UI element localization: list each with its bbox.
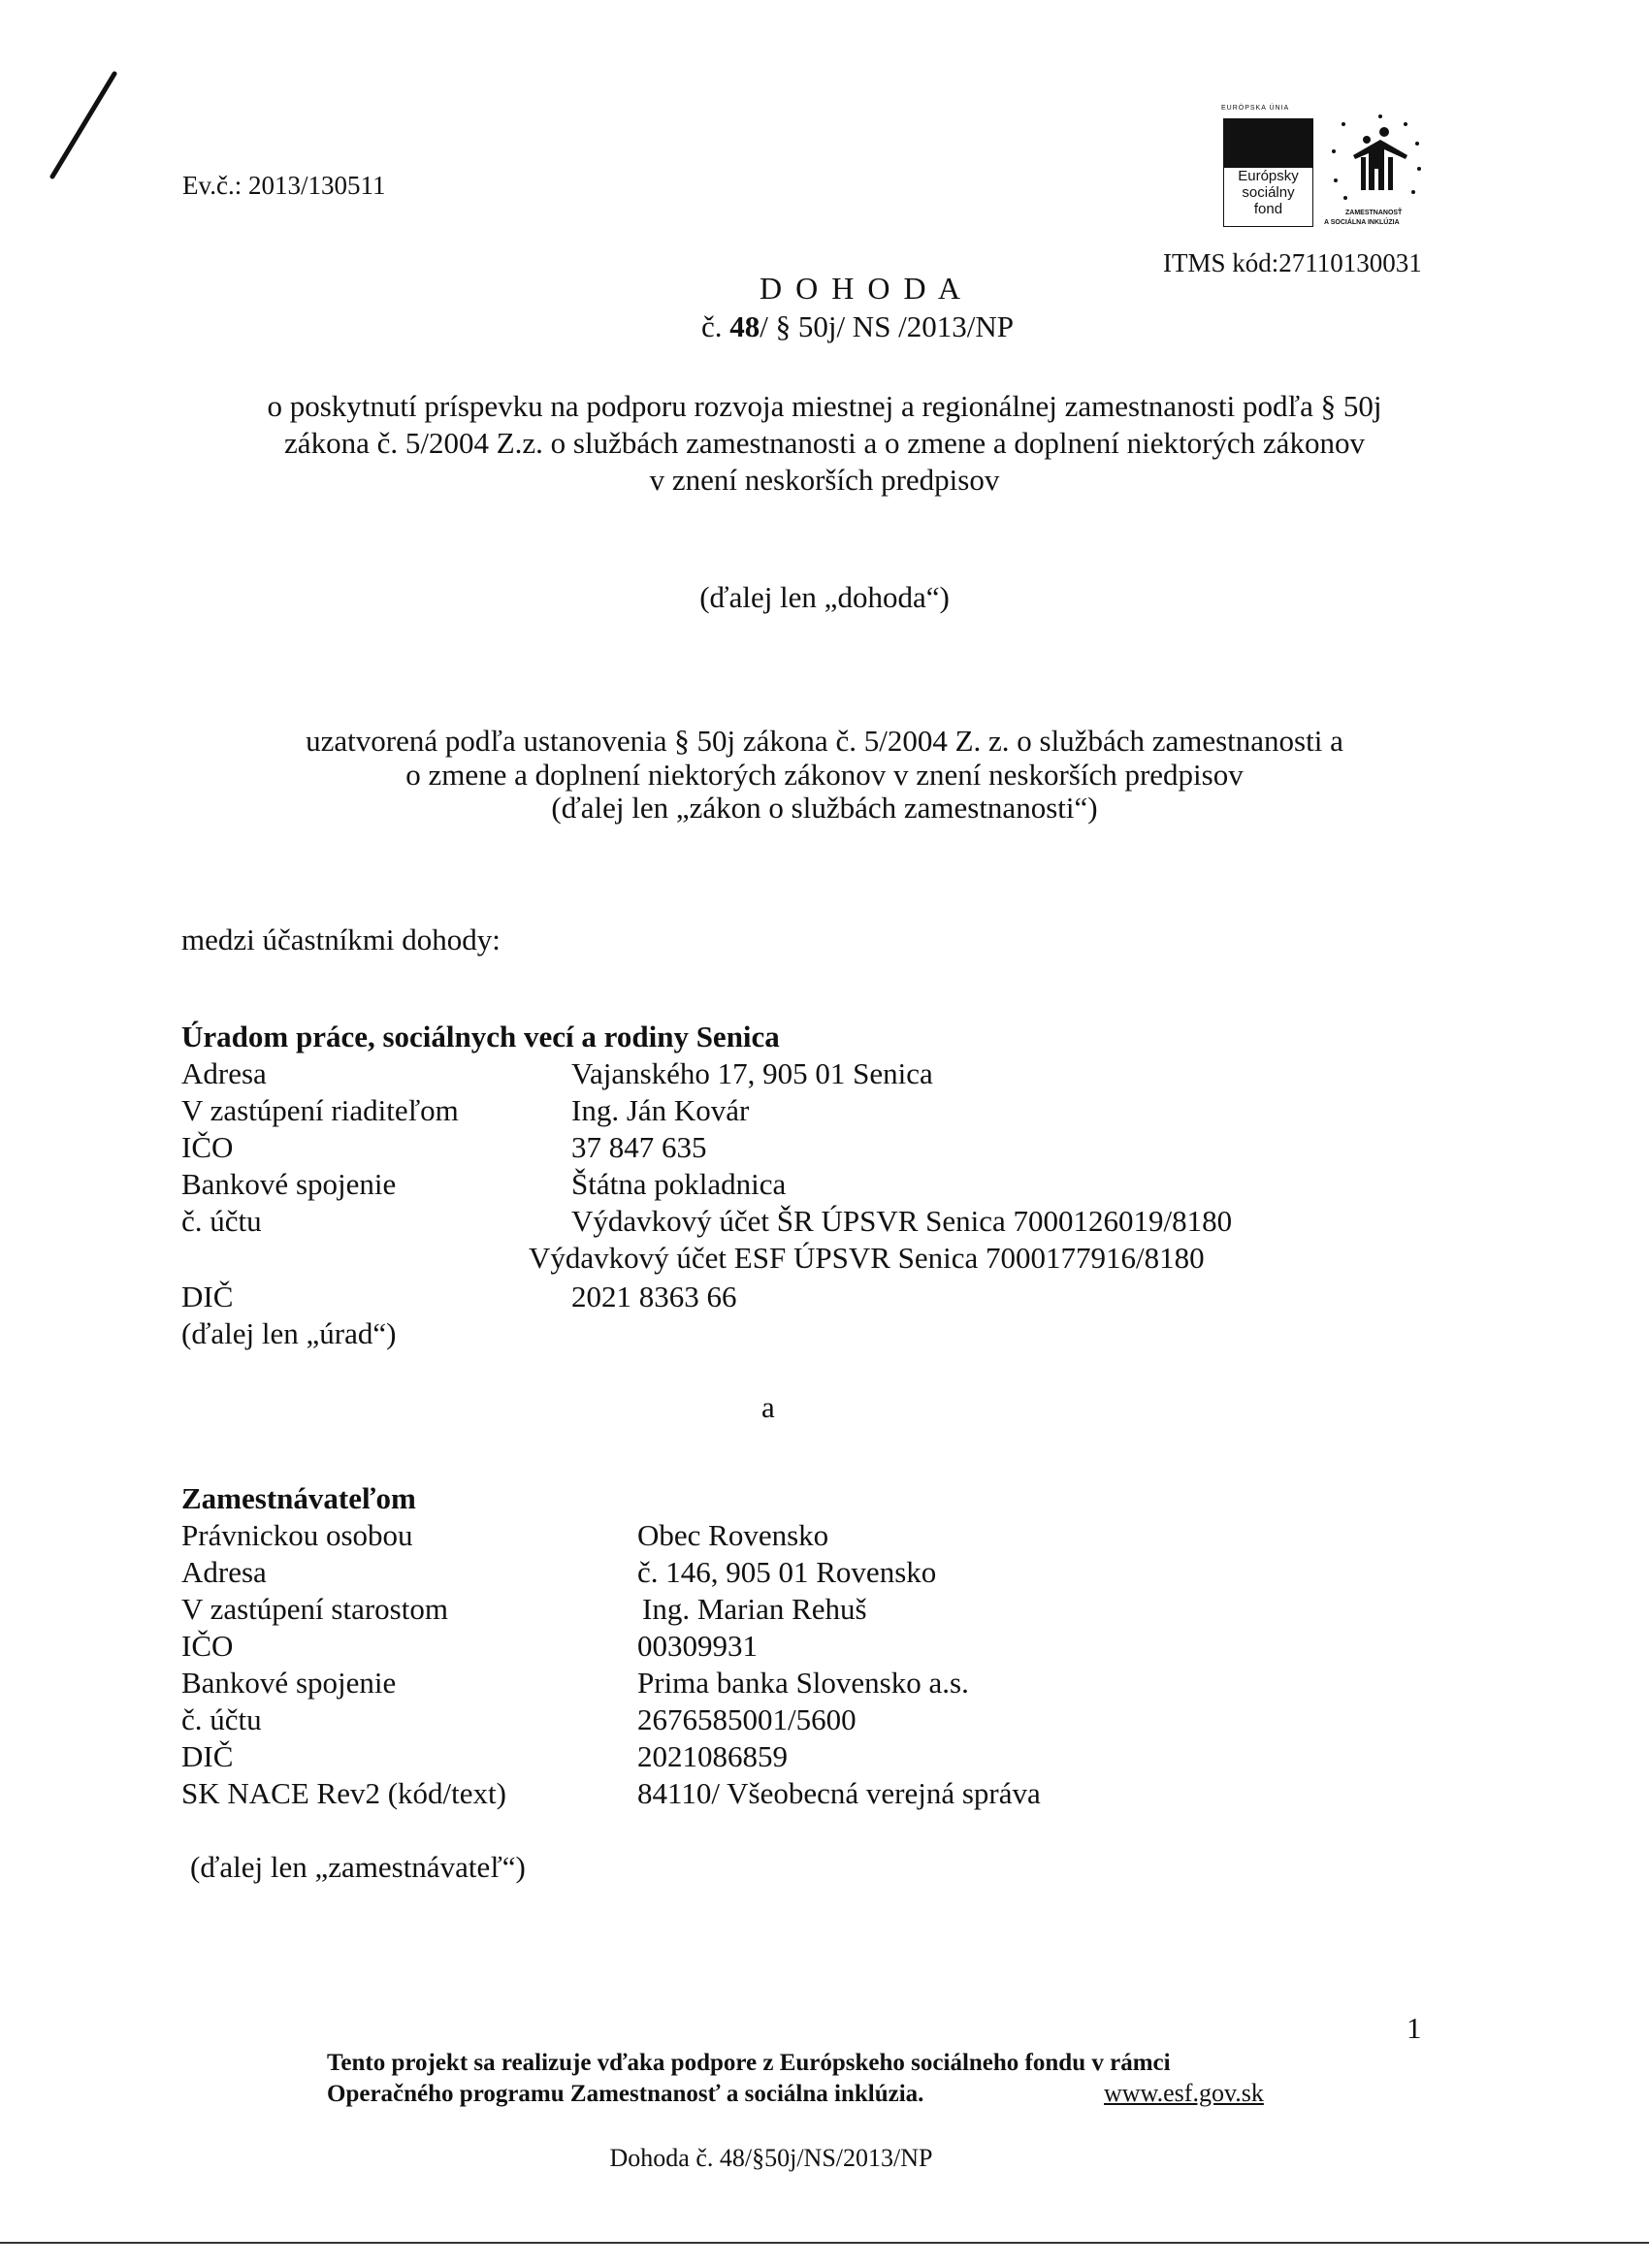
people-stars-icon — [1324, 113, 1439, 210]
basis-line-2: o zmene a doplnení niektorých zákonov v znení neskorších predpisov — [405, 758, 1244, 792]
employer-bank-value: Prima banka Slovensko a.s. — [637, 1666, 969, 1700]
office-bank-label: Bankové spojenie — [181, 1167, 397, 1201]
office-account-value-2: Výdavkový účet ESF ÚPSVR Senica 7000177916/8180 — [529, 1241, 1205, 1275]
esf-line2: sociálny — [1242, 184, 1295, 201]
office-address-label: Adresa — [181, 1056, 267, 1090]
employer-dic-value: 2021086859 — [637, 1739, 788, 1773]
subject-line-2: zákona č. 5/2004 Z.z. o službách zamestnanosti a o zmene a doplnení niektorých zákonov — [284, 426, 1365, 460]
footer-document-reference: Dohoda č. 48/§50j/NS/2013/NP — [609, 2144, 933, 2172]
employer-nace-value: 84110/ Všeobecná verejná správa — [637, 1776, 1041, 1810]
employer-rep-label: V zastúpení starostom — [181, 1592, 448, 1626]
office-account-value-1: Výdavkový účet ŠR ÚPSVR Senica 7000126019/8180 — [571, 1204, 1233, 1238]
basis-line-1: uzatvorená podľa ustanovenia § 50j zákona č. 5/2004 Z. z. o službách zamestnanosti a — [306, 724, 1343, 758]
evidence-number: Ev.č.: 2013/130511 — [182, 171, 386, 200]
footer-line-1: Tento projekt sa realizuje vďaka podpore z Európskeho sociálneho fondu v rámci — [327, 2050, 1171, 2076]
employer-address-label: Adresa — [181, 1555, 267, 1589]
employer-ico-value: 00309931 — [637, 1629, 758, 1663]
esf-website-link[interactable]: www.esf.gov.sk — [1104, 2079, 1264, 2107]
employer-account-label: č. účtu — [181, 1702, 262, 1736]
handwritten-slash-mark — [39, 68, 126, 184]
employer-dic-label: DIČ — [181, 1739, 234, 1773]
esf-box — [1223, 167, 1313, 227]
employer-legal-value: Obec Rovensko — [637, 1518, 829, 1552]
employer-bank-label: Bankové spojenie — [181, 1666, 397, 1700]
conjunction: a — [761, 1390, 775, 1424]
parties-intro: medzi účastníkmi dohody: — [181, 923, 501, 956]
page-number: 1 — [1406, 2011, 1422, 2045]
office-ico-value: 37 847 635 — [571, 1130, 707, 1164]
employer-address-value: č. 146, 905 01 Rovensko — [637, 1555, 937, 1589]
basis-line-3: (ďalej len „zákon o službách zamestnanosti“) — [551, 791, 1098, 825]
employer-rep-value: Ing. Marian Rehuš — [642, 1592, 867, 1626]
office-alias: (ďalej len „úrad“) — [181, 1316, 397, 1350]
employer-nace-label: SK NACE Rev2 (kód/text) — [181, 1776, 506, 1810]
employer-account-value: 2676585001/5600 — [637, 1702, 857, 1736]
employer-alias: (ďalej len „zamestnávateľ“) — [190, 1850, 526, 1884]
office-account-label: č. účtu — [181, 1204, 262, 1238]
number-suffix: / § 50j/ NS /2013/NP — [760, 309, 1015, 343]
program-label-1: ZAMESTNANOSŤ — [1345, 210, 1403, 216]
subject-line-3: v znení neskorších predpisov — [649, 463, 1000, 497]
employer-legal-label: Právnickou osobou — [181, 1518, 413, 1552]
office-dic-value: 2021 8363 66 — [571, 1280, 737, 1313]
office-ico-label: IČO — [181, 1130, 234, 1164]
footer-line-2: Operačného programu Zamestnanosť a sociálna inklúzia. — [327, 2081, 924, 2107]
esf-line3: fond — [1253, 201, 1283, 217]
subject-line-1: o poskytnutí príspevku na podporu rozvoja miestnej a regionálnej zamestnanosti podľa § 50j — [267, 389, 1382, 423]
office-rep-label: V zastúpení riaditeľom — [181, 1093, 459, 1127]
number-bold: 48 — [729, 309, 760, 343]
bottom-scan-edge-line — [0, 2242, 1649, 2244]
document-number — [0, 308, 1649, 345]
office-name: Úradom práce, sociálnych vecí a rodiny Senica — [181, 1020, 780, 1053]
office-dic-label: DIČ — [181, 1280, 234, 1313]
office-bank-value: Štátna pokladnica — [571, 1167, 787, 1201]
employer-ico-label: IČO — [181, 1629, 234, 1663]
esf-logo — [1217, 105, 1440, 231]
alias-dohoda: (ďalej len „dohoda“) — [699, 580, 950, 614]
office-rep-value: Ing. Ján Kovár — [571, 1093, 750, 1127]
office-address-value: Vajanského 17, 905 01 Senica — [571, 1056, 933, 1090]
number-prefix: č. — [700, 309, 730, 343]
eu-label: EURÓPSKA ÚNIA — [1221, 105, 1290, 112]
document-title: D O H O D A — [760, 271, 963, 306]
employer-name: Zamestnávateľom — [181, 1481, 416, 1515]
esf-line1: Európsky — [1238, 168, 1299, 184]
program-label-2: A SOCIÁLNA INKLÚZIA — [1324, 219, 1400, 226]
itms-code: ITMS kód:27110130031 — [1163, 248, 1422, 277]
eu-flag-block — [1223, 118, 1313, 167]
